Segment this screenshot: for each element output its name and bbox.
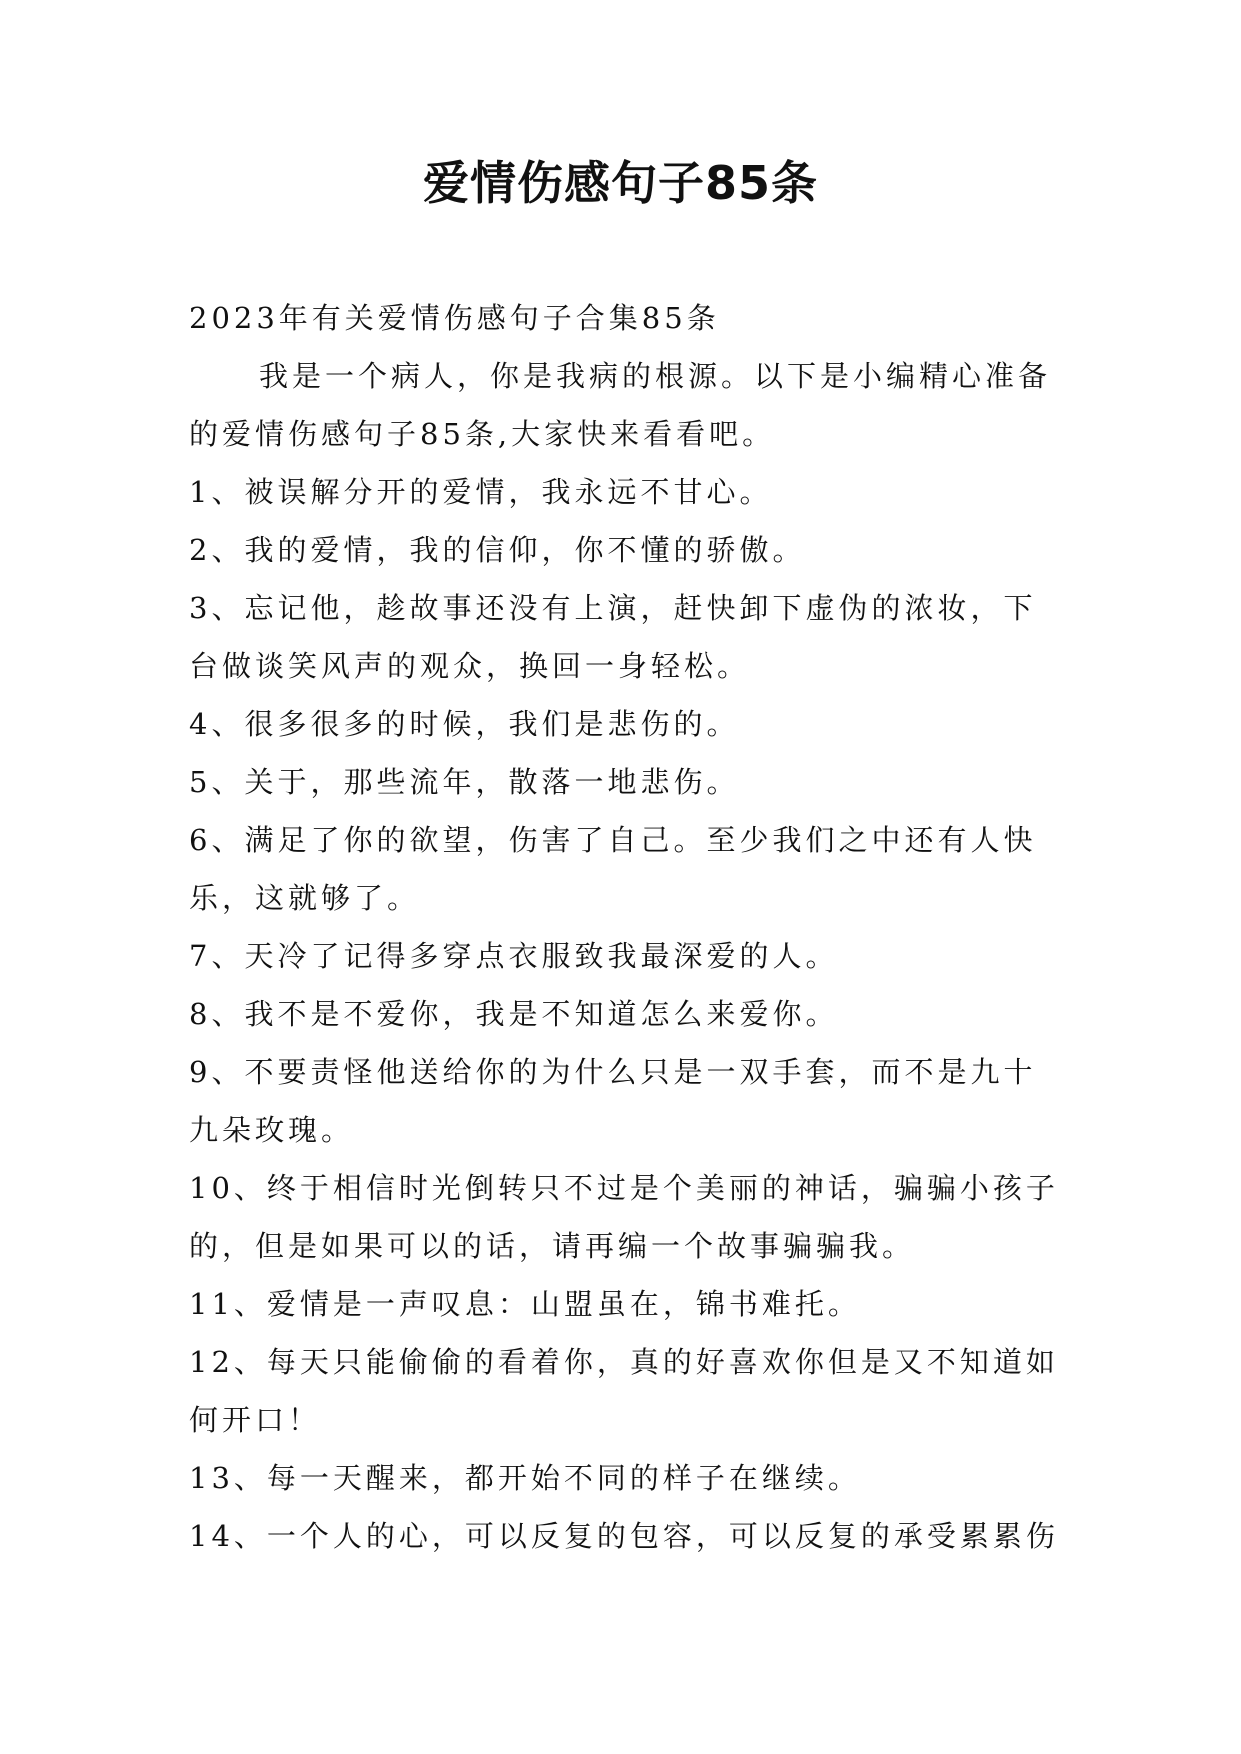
list-item: 2、我的爱情，我的信仰，你不懂的骄傲。 bbox=[189, 533, 806, 567]
list-item: 11、爱情是一声叹息：山盟虽在，锦书难托。 bbox=[189, 1287, 861, 1321]
document-title: 爱情伤感句子85条 bbox=[422, 156, 818, 210]
list-item: 10、终于相信时光倒转只不过是个美丽的神话，骗骗小孩子的，但是如果可以的话，请再编一个故事骗骗我。 bbox=[189, 1171, 1059, 1263]
list-item: 1、被误解分开的爱情，我永远不甘心。 bbox=[189, 475, 773, 509]
document-subtitle: 2023年有关爱情伤感句子合集85条 bbox=[189, 301, 720, 335]
list-item: 12、每天只能偷偷的看着你，真的好喜欢你但是又不知道如何开口！ bbox=[189, 1345, 1059, 1437]
list-item: 9、不要责怪他送给你的为什么只是一双手套，而不是九十九朵玫瑰。 bbox=[189, 1055, 1037, 1147]
list-item: 7、天冷了记得多穿点衣服致我最深爱的人。 bbox=[189, 939, 839, 973]
list-item: 3、忘记他，趁故事还没有上演，赶快卸下虚伪的浓妆，下台做谈笑风声的观众，换回一身轻松。 bbox=[189, 591, 1037, 683]
list-item: 8、我不是不爱你，我是不知道怎么来爱你。 bbox=[189, 997, 839, 1031]
intro-paragraph: 我是一个病人，你是我病的根源。以下是小编精心准备的爱情伤感句子85条,大家快来看看吧。 bbox=[189, 359, 1052, 451]
list-item: 5、关于，那些流年，散落一地悲伤。 bbox=[189, 765, 740, 799]
list-item: 13、每一天醒来，都开始不同的样子在继续。 bbox=[189, 1461, 861, 1495]
document-body bbox=[189, 289, 1069, 1565]
list-item: 4、很多很多的时候，我们是悲伤的。 bbox=[189, 707, 740, 741]
list-item: 6、满足了你的欲望，伤害了自己。至少我们之中还有人快乐，这就够了。 bbox=[189, 823, 1037, 915]
list-item: 14、一个人的心，可以反复的包容，可以反复的承受累累伤 bbox=[189, 1519, 1059, 1553]
